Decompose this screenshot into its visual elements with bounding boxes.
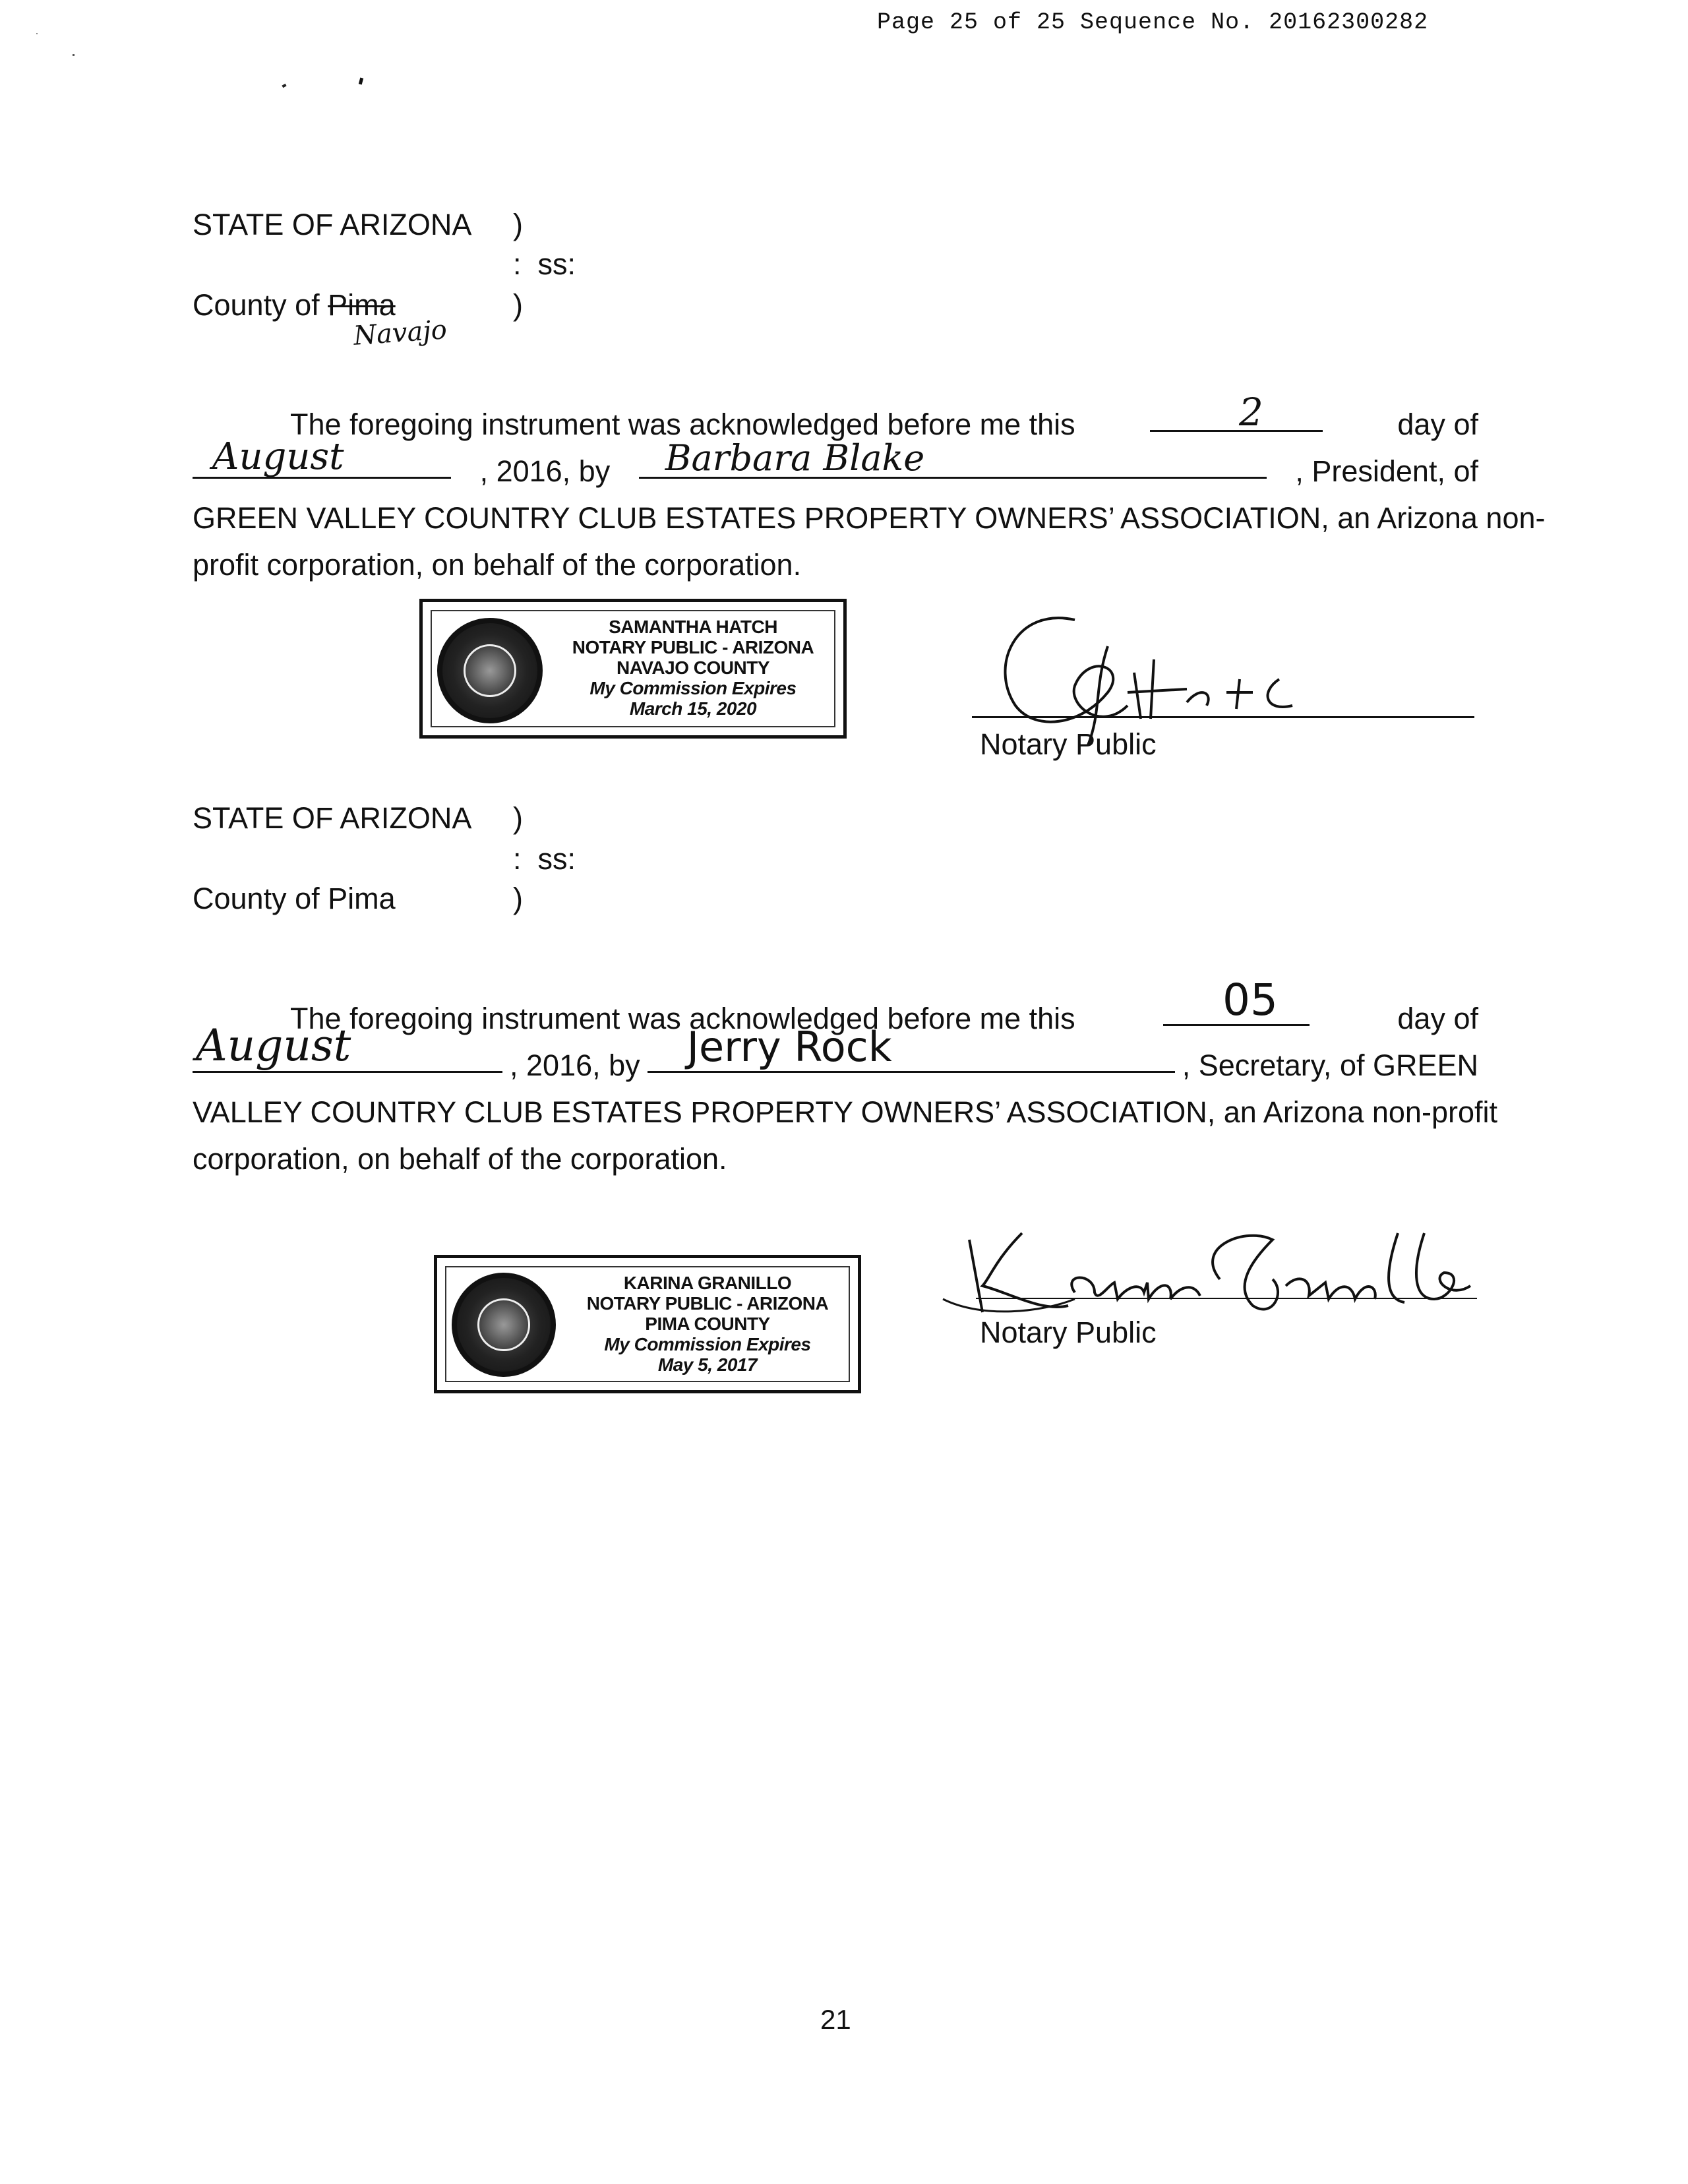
day-blank	[1150, 390, 1323, 435]
line-text: VALLEY COUNTRY CLUB ESTATES PROPERTY OWNERS’ ASSOCIATION, an Arizona non-profit	[193, 1095, 1497, 1129]
name-handwritten: Barbara Blake	[665, 437, 925, 479]
state-label: STATE OF ARIZONA	[193, 208, 472, 241]
county-text: County of	[193, 288, 328, 322]
line-text: , Secretary, of GREEN	[1182, 1048, 1478, 1082]
line-text: profit corporation, on behalf of the corporation.	[193, 548, 802, 582]
scan-mark	[73, 54, 75, 56]
paren-open: )	[513, 801, 523, 835]
county-label: County of Pima	[193, 882, 396, 915]
stamp-line: NOTARY PUBLIC - ARIZONA	[586, 1293, 829, 1314]
day-blank	[1163, 975, 1310, 1026]
stamp-line: SAMANTHA HATCH	[609, 617, 777, 637]
paren-close: )	[513, 882, 523, 915]
scan-mark	[282, 84, 286, 88]
stamp-line: My Commission Expires	[589, 678, 797, 698]
paren-close: )	[513, 288, 523, 322]
stamp-line: NOTARY PUBLIC - ARIZONA	[572, 637, 814, 657]
notary-public-label-2: Notary Public	[980, 1316, 1157, 1349]
notary-stamp-2	[434, 1255, 861, 1393]
line-text: GREEN VALLEY COUNTRY CLUB ESTATES PROPERTY OWNERS’ ASSOCIATION, an Arizona non-	[193, 501, 1546, 535]
stamp-line: NAVAJO COUNTY	[616, 657, 770, 678]
page-number: 21	[820, 2004, 851, 2035]
paragraph-line	[193, 495, 1546, 541]
paragraph-line	[193, 435, 1478, 495]
county-handwritten: Navajo	[352, 315, 448, 351]
line-text: , 2016, by	[510, 1048, 640, 1082]
signature-line-1	[972, 716, 1474, 718]
name-blank	[648, 1023, 1175, 1073]
stamp-line: PIMA COUNTY	[645, 1314, 770, 1334]
paragraph-line	[193, 1089, 1497, 1136]
month-blank	[193, 1020, 502, 1073]
stamp-line: May 5, 2017	[657, 1354, 758, 1375]
month-handwritten: August	[212, 435, 344, 478]
state-seal-icon	[452, 1273, 556, 1377]
notary-stamp-1	[419, 599, 847, 739]
paren-open: )	[513, 208, 523, 241]
paragraph-line	[193, 1136, 1478, 1182]
county-label	[193, 290, 396, 320]
state-label: STATE OF ARIZONA	[193, 801, 472, 835]
signature-line-2	[976, 1298, 1477, 1299]
stamp-text	[562, 1273, 853, 1375]
notary-public-label-1: Notary Public	[980, 727, 1157, 761]
acknowledgment-paragraph-1	[193, 390, 1546, 588]
stamp-text	[548, 617, 838, 719]
page-header: Page 25 of 25 Sequence No. 20162300282	[877, 9, 1429, 36]
line-text: The foregoing instrument was acknowledged before me this	[290, 1002, 1075, 1035]
line-text: corporation, on behalf of the corporation.	[193, 1142, 727, 1176]
line-text: The foregoing instrument was acknowledged before me this	[290, 408, 1075, 441]
month-handwritten: August	[196, 1020, 351, 1071]
month-blank	[193, 435, 451, 479]
day-handwritten: 05	[1222, 975, 1279, 1025]
ss-label: : ss:	[513, 842, 576, 876]
stamp-line: March 15, 2020	[629, 698, 757, 719]
line-text: , President, of	[1295, 454, 1478, 488]
scan-mark	[359, 78, 363, 85]
state-seal-icon	[437, 618, 543, 723]
paragraph-line	[193, 541, 1478, 588]
name-handwritten: Jerry Rock	[686, 1023, 892, 1071]
ss-label: : ss:	[513, 247, 576, 281]
stamp-line: KARINA GRANILLO	[623, 1273, 792, 1293]
line-text: day of	[1397, 408, 1478, 441]
line-text: day of	[1397, 1002, 1478, 1035]
line-text: , 2016, by	[479, 454, 611, 488]
acknowledgment-paragraph-2	[193, 975, 1497, 1182]
day-handwritten: 2	[1239, 390, 1263, 435]
paragraph-line	[193, 1020, 1478, 1089]
stamp-line: My Commission Expires	[604, 1334, 811, 1354]
name-blank	[639, 437, 1267, 479]
scan-mark	[36, 33, 38, 34]
county-struck-text: Pima	[328, 288, 396, 322]
